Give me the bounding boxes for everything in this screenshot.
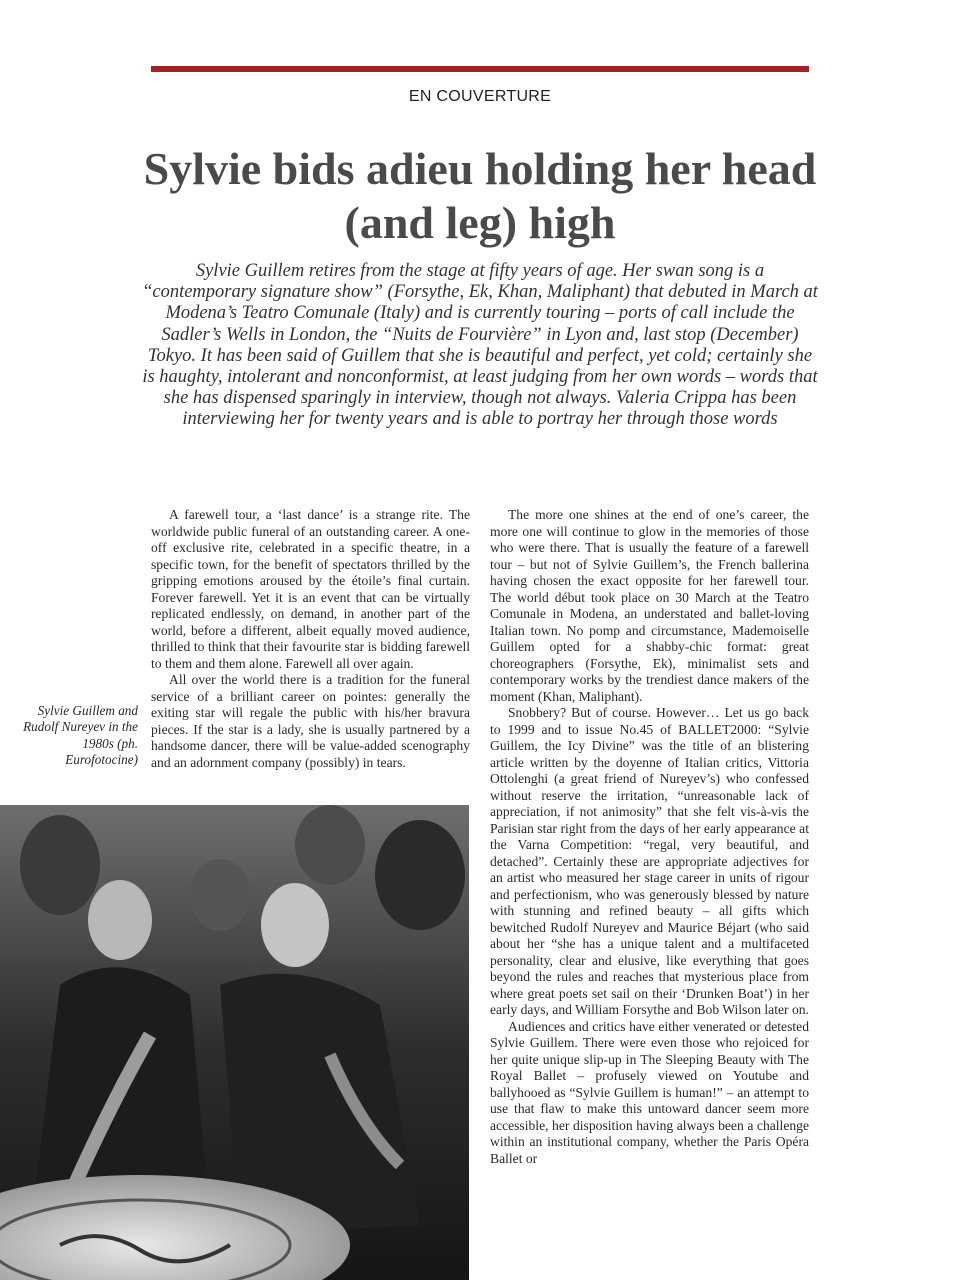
article-title: Sylvie bids adieu holding her head (and leg) high xyxy=(143,143,817,248)
photo-guillem-nureyev xyxy=(0,805,469,1280)
paragraph: A farewell tour, a ‘last dance’ is a strange rite. The worldwide public funeral of an outstanding career. A one-off exclusive rite, celebrated in a specific theatre, in a specific town, for the benefit of spectators thrilled by the gripping emotions aroused by the étoile’s final curtain. Forever farewell. Yet it is an event that can be virtually replicated endlessly, on demand, in another part of the world, before a different, albeit equally moved audience, thrilled to think that their favourite star is bidding farewell to them and them alone. Farewell all over again. xyxy=(151,507,470,671)
article-standfirst: Sylvie Guillem retires from the stage at fifty years of age. Her swan song is a “contemporary signature show” (Forsythe, Ek, Khan, Maliphant) that debuted in March at Modena’s Teatro Comunale (Italy) and is currently touring – ports of call include the Sadler’s Wells in London, the “Nuits de Fourvière” in Lyon and, last stop (December) Tokyo. It has been said of Guillem that she is beautiful and perfect, yet cold; certainly she is haughty, intolerant and nonconformist, at least judging from her own words – words that she has dispensed sparingly in interview, though not always. Valeria Crippa has been interviewing her for twenty years and is able to portray her through those words xyxy=(142,261,818,430)
paragraph: All over the world there is a tradition for the funeral service of a brilliant career on pointes: generally the exiting star will regale the public with his/her bravura pieces. If the star is a lady, she is usually partnered by a handsome dancer, there will be value-added scenography and an adornment company (possibly) in tears. xyxy=(151,672,470,770)
section-label: EN COUVERTURE xyxy=(408,88,552,105)
top-accent-rule xyxy=(151,66,809,72)
paragraph: The more one shines at the end of one’s career, the more one will continue to glow in the memories of those who were there. That is usually the feature of a farewell tour – but not of Sylvie Guillem’s, the French ballerina having chosen the exact opposite for her farewell tour. The world début took place on 30 March at the Teatro Comunale in Modena, an understated and ballet-loving Italian town. No pomp and circumstance, Mademoiselle Guillem opted for a shabby-chic format: great choreographers (Forsythe, Ek), minimalist sets and contemporary works by the trendiest dance makers of the moment (Khan, Maliphant). xyxy=(490,507,809,704)
paragraph: Snobbery? But of course. However… Let us go back to 1999 and to issue No.45 of BALLET2000: “Sylvie Guillem, the Icy Divine” was the title of an blistering article written by the doyenne of Italian critics, Vittoria Ottolenghi (a great friend of Nureyev’s) who confessed without reserve the irritation, “unreasonable lack of appreciation, if not animosity” that she felt vis-à-vis the Parisian star right from the days of her early appearance at the Varna Competition: “regal, very beautiful, and detached”. Certainly these are appropriate adjectives for an artist who measured her stage career in units of rigour and perfectionism, who was generously blessed by nature with stunning and refined beauty – all gifts which bewitched Rudolf Nureyev and Maurice Béjart (who said about her “she has a unique talent and a multifaceted personality, clear and elusive, like everything that goes beyond the rules and reaches that mysterious place from where great poets set sail on their ‘Drunken Boat’) in her early days, and William Forsythe and Bob Wilson later on. xyxy=(490,705,809,1017)
photo-caption: Sylvie Guillem and Rudolf Nureyev in the 1980s (ph. Eurofotocine) xyxy=(23,703,138,768)
left-column xyxy=(151,507,470,771)
paragraph: Audiences and critics have either venerated or detested Sylvie Guillem. There were even those who rejoiced for her quite unique slip-up in The Sleeping Beauty with The Royal Ballet – profusely viewed on Youtube and ballyhooed as “Sylvie Guillem is human!” – an attempt to use that flaw to make this untoward dancer seem more accessible, her disposition having always been a challenge within an institutional company, whether the Paris Opéra Ballet or xyxy=(490,1018,809,1166)
right-column xyxy=(490,507,809,1167)
